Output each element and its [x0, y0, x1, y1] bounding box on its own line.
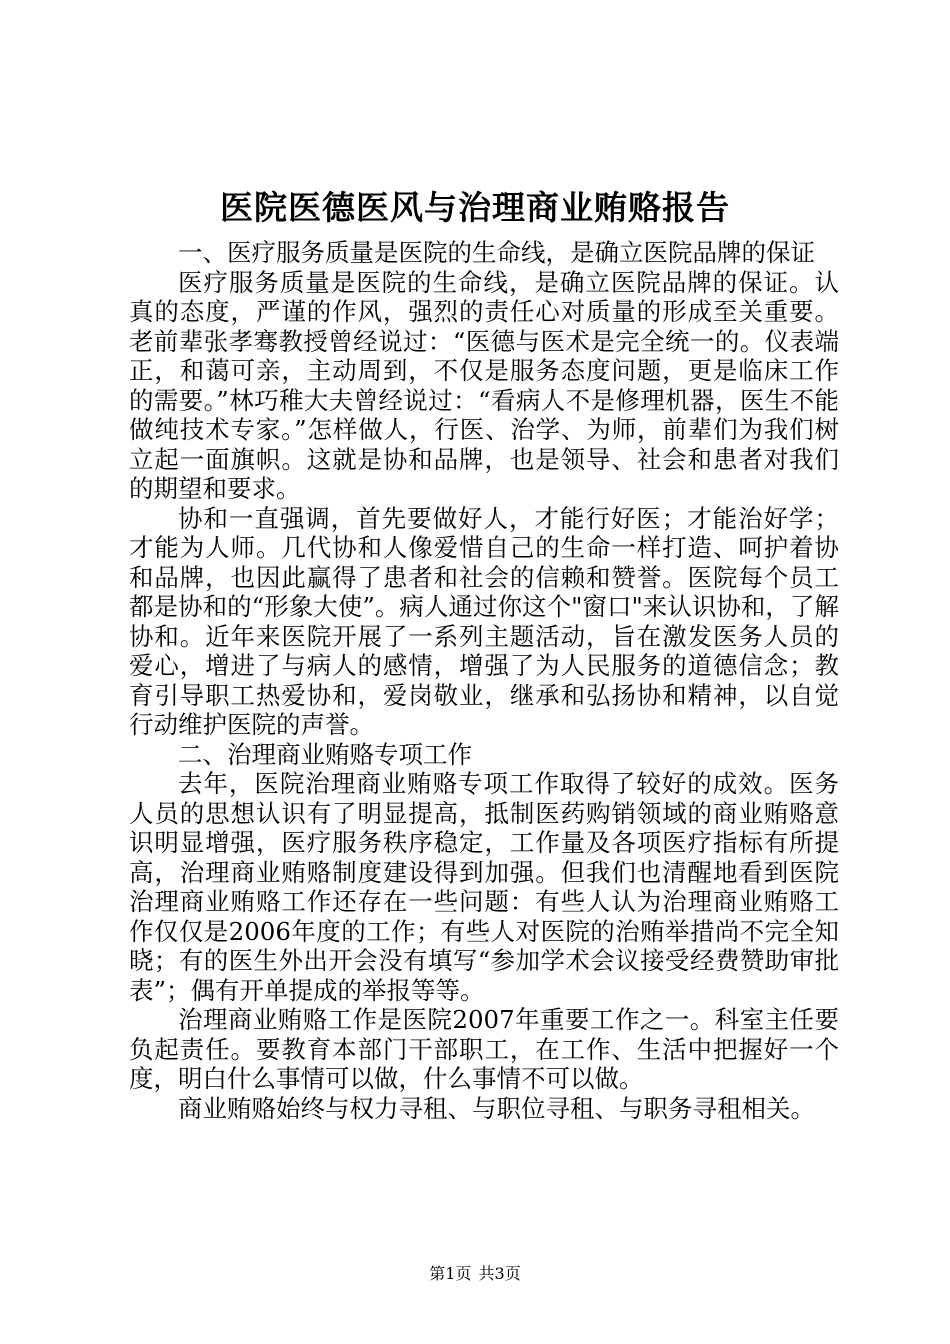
paragraph-4: 治理商业贿赂工作是医院2007年重要工作之一。科室主任要负起责任。要教育本部门干部职工，在工作、生活中把握好一个度，明白什么事情可以做，什么事情不可以做。: [129, 1005, 839, 1093]
page-number: 第1页: [429, 1264, 472, 1283]
paragraph-2: 协和一直强调，首先要做好人，才能行好医；才能治好学；才能为人师。几代协和人像爱惜自己的生命一样打造、呵护着协和品牌，也因此赢得了患者和社会的信赖和赞誉。医院每个员工都是协和的“形象大使”。病人通过你这个"窗口"来认识协和，了解协和。近年来医院开展了一系列主题活动，旨在激发医务人员的爱心，增进了与病人的感情，增强了为人民服务的道德信念；教育引导职工热爱协和，爱岗敬业，继承和弘扬协和精神，以自觉行动维护医院的声誉。: [129, 503, 839, 739]
document-title: 医院医德医风与治理商业贿赂报告: [220, 188, 730, 227]
paragraph-5: 商业贿赂始终与权力寻租、与职位寻租、与职务寻租相关。: [178, 1093, 815, 1123]
paragraph-1: 医疗服务质量是医院的生命线，是确立医院品牌的保证。认真的态度，严谨的作风，强烈的责任心对质量的形成至关重要。老前辈张孝骞教授曾经说过：“医德与医术是完全统一的。仪表端正，和蔼可亲，主动周到，不仅是服务态度问题，更是临床工作的需要。”林巧稚大夫曾经说过：“看病人不是修理机器，医生不能做纯技术专家。”怎样做人，行医、治学、为师，前辈们为我们树立起一面旗帜。这就是协和品牌，也是领导、社会和患者对我们的期望和要求。: [129, 267, 839, 503]
page-total: 共3页: [478, 1264, 521, 1283]
page-footer: [0, 1263, 950, 1285]
paragraph-3: 去年，医院治理商业贿赂专项工作取得了较好的成效。医务人员的思想认识有了明显提高，抵制医药购销领域的商业贿赂意识明显增强，医疗服务秩序稳定，工作量及各项医疗指标有所提高，治理商业贿赂制度建设得到加强。但我们也清醒地看到医院治理商业贿赂工作还存在一些问题：有些人认为治理商业贿赂工作仅仅是2006年度的工作；有些人对医院的治贿举措尚不完全知晓；有的医生外出开会没有填写“参加学术会议接受经费赞助审批表”；偶有开单提成的举报等等。: [129, 769, 839, 1005]
section-heading-1: 一、医疗服务质量是医院的生命线，是确立医院品牌的保证: [178, 238, 815, 267]
section-heading-2: 二、治理商业贿赂专项工作: [178, 739, 472, 769]
document-body: [129, 238, 839, 1123]
